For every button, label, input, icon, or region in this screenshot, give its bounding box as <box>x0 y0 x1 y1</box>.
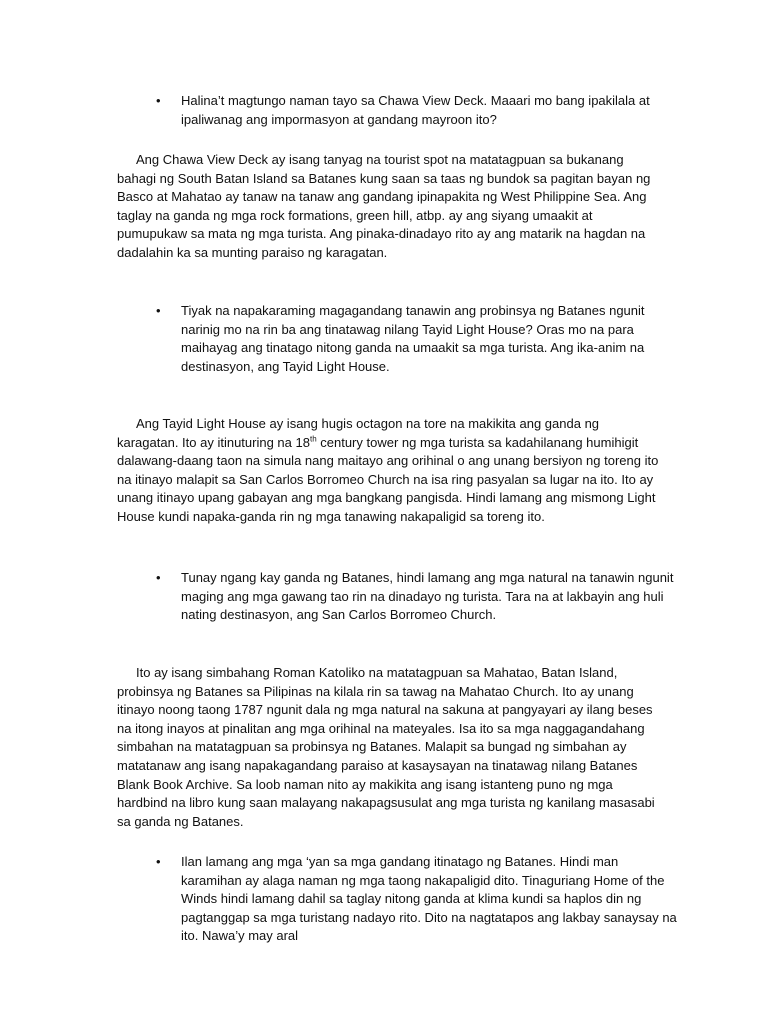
bullet-text: Tiyak na napakaraming magagandang tanawin ang probinsya ng Batanes ngunit narinig mo na rin ba ang tinatawag nilang Tayid Light House? Oras mo na para maihayag ang tinatago nitong ganda na umaakit sa mga turista. Ang ika-anim na destinasyon, ang Tayid Light House. <box>181 303 645 374</box>
superscript: th <box>309 434 317 444</box>
paragraph-text: Ang Tayid Light House ay isang hugis octagon na tore na makikita ang ganda ng karagatan. Ito ay itinuturing na 18 <box>117 416 600 450</box>
paragraph-text: century tower ng mga turista sa kadahilanang humihigit dalawang-daang taon na simula nang maitayo ang orihinal o ang unang bersiyon ng toreng ito na itinayo malapit sa San Carlos Borromeo Church na isa ring pasyalan sa lugar na ito. Ito ay unang itinayo upang gabayan ang mga bangkang pangisda. Hindi lamang ang mismong Light House kundi napaka-ganda rin ng mga tanawing nakapaligid sa toreng ito. <box>117 434 659 524</box>
paragraph-san-carlos-borromeo: Ito ay isang simbahang Roman Katoliko na matatagpuan sa Mahatao, Batan Island, probinsya ng Batanes sa Pilipinas na kilala rin sa tawag na Mahatao Church. Ito ay unang itinayo noong taong 1787 ngunit dala ng mga natural na sakuna at pangyayari ay ilang beses na itong inayos at pinalitan ang mga orihinal na mateyales. Isa ito sa mga naggagandahang simbahan na matatagpuan sa probinsya ng Batanes. Malapit sa bungad ng simbahan ay matatanaw ang isang napakagandang paraiso at kasaysayan na tinatawag nilang Batanes Blank Book Archive. Sa loob naman nito ay makikita ang isang istanteng puno ng mga hardbind na libro kung saan malayang nakapagsusulat ang mga turista ng kanilang masasabi sa ganda ng Batanes. <box>117 665 655 829</box>
bullet-text: Tunay ngang kay ganda ng Batanes, hindi lamang ang mga natural na tanawin ngunit maging ang mga gawang tao rin na dinadayo ng turista. Tara na at lakbayin ang huli nating destinasyon, ang San Carlos Borromeo Church. <box>181 570 674 623</box>
bullet-text: Halina’t magtungo naman tayo sa Chawa View Deck. Maaari mo bang ipakilala at ipaliwanag ang impormasyon at gandang mayroon ito? <box>181 93 650 127</box>
bullet-marker: • <box>156 93 161 108</box>
bullet-marker: • <box>156 570 161 585</box>
bullet-marker: • <box>156 854 161 869</box>
bullet-marker: • <box>156 303 161 318</box>
bullet-text: Ilan lamang ang mga ‘yan sa mga gandang itinatago ng Batanes. Hindi man karamihan ay alaga naman ng mga taong nakapaligid dito. Tinaguriang Home of the Winds hindi lamang dahil sa taglay nitong ganda at klima kundi sa haplos din ng pagtanggap sa mga turistang nadayo rito. Dito na nagtatapos ang lakbay sanaysay na ito. Nawa’y may aral <box>181 854 677 944</box>
paragraph-tayid-light-house <box>117 415 662 527</box>
paragraph-chawa-view-deck: Ang Chawa View Deck ay isang tanyag na tourist spot na matatagpuan sa bukanang bahagi ng South Batan Island sa Batanes kung saan sa taas ng bundok sa pagitan bayan ng Basco at Mahatao ay tanaw na tanaw ang gandang ipinapakita ng West Philippine Sea. Ang taglay na ganda ng mga rock formations, green hill, atbp. ay ang siyang umaakit at pumupukaw sa mata ng mga turista. Ang pinaka-dinadayo rito ay ang matarik na hagdan na dadalahin ka sa munting paraiso ng karagatan. <box>117 152 651 260</box>
